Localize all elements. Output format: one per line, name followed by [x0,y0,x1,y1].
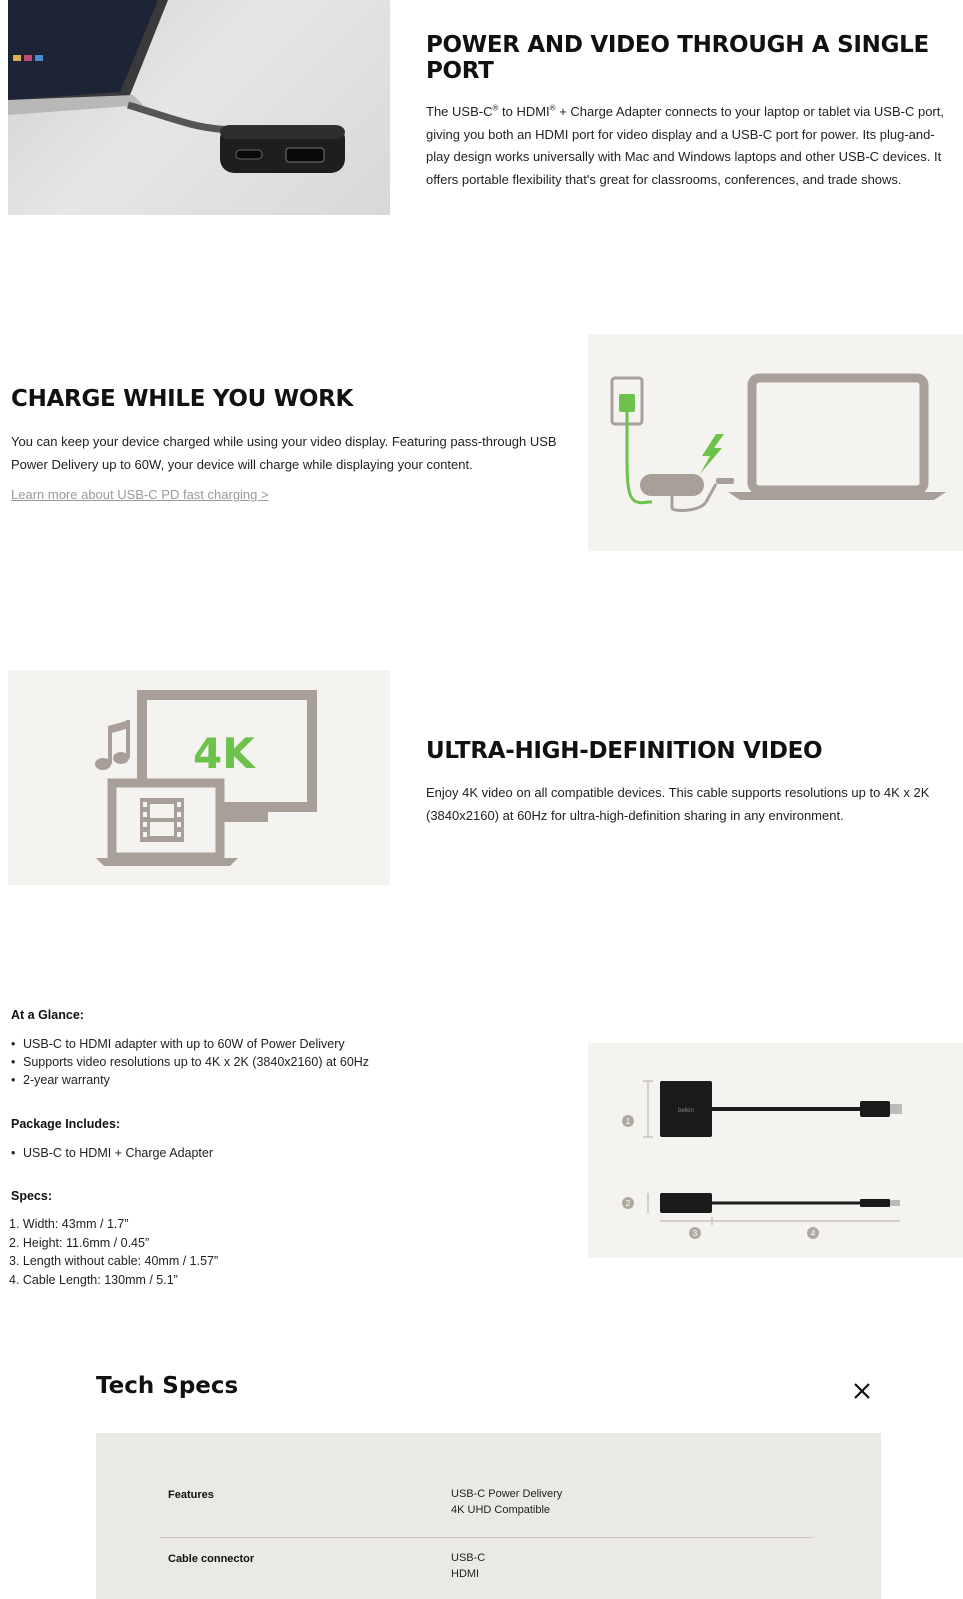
charge-heading: CHARGE WHILE YOU WORK [11,386,354,412]
spec-value-line: HDMI [451,1567,480,1580]
adapter-photo [8,0,390,215]
spec-label: Features [168,1489,214,1501]
power-heading [426,32,946,84]
spec-value-line: USB-C Power Delivery [451,1488,563,1500]
power-desc-part1: The USB-C [426,104,493,119]
list-item: 1. Width: 43mm / 1.7” [9,1217,129,1231]
list-item: • Supports video resolutions up to 4K x 2K (3840x2160) at 60Hz [11,1053,571,1071]
dimension-marker-1: 1 [625,1117,631,1126]
list-item: 3. Length without cable: 40mm / 1.57” [9,1254,219,1268]
list-item: • USB-C to HDMI + Charge Adapter [11,1144,571,1162]
specs-list [9,1215,569,1289]
dimension-marker-2: 2 [625,1199,631,1208]
list-item: 4. Cable Length: 130mm / 5.1” [9,1272,178,1287]
charge-description: You can keep your device charged while using your video display. Featuring pass-through USB Power Delivery up to 60W, your device will charge while displaying your content. [11,434,557,472]
4k-badge-text: 4K [193,729,255,778]
power-heading-line1: POWER AND VIDEO THROUGH A SINGLE [426,32,929,58]
dimensions-diagram [588,1043,963,1258]
spec-row-features [96,1433,881,1537]
spec-value [451,1551,485,1582]
spec-value-line: 4K UHD Compatible [451,1503,551,1516]
video-description: Enjoy 4K video on all compatible devices. This cable supports resolutions up to 4K x 2K (3840x2160) at 60Hz for ultra-high-definition sharing in any environment. [426,785,930,823]
power-description [426,101,956,191]
registered-mark: ® [492,103,499,113]
video-illustration [8,670,390,885]
specs-title: Specs: [11,1189,52,1203]
close-icon[interactable] [851,1380,873,1402]
spec-label: Cable connector [168,1553,255,1565]
charge-illustration [588,334,963,551]
spec-value [451,1487,562,1518]
spec-row-cable-connector [96,1538,881,1599]
power-desc-part3: + Charge Adapter connects to your laptop or tablet via USB-C port, giving you both an HDMI port for video display and a USB-C port for power. Its plug-and-play design works universally with Mac and Windows laptops and other USB-C devices. It offers portable flexibility that's great for classrooms, conferences, and trade shows. [426,104,944,187]
list-item: • 2-year warranty [11,1071,571,1089]
at-a-glance-list [11,1035,571,1089]
tech-specs-table [96,1433,881,1599]
tech-specs-title: Tech Specs [96,1373,239,1399]
power-heading-line2: PORT [426,58,494,84]
brand-label: belkin [678,1108,694,1114]
pd-fast-charging-link[interactable]: Learn more about USB-C PD fast charging > [11,487,269,502]
list-item: 2. Height: 11.6mm / 0.45” [9,1235,150,1250]
music-note-icon [95,720,130,770]
at-a-glance-title: At a Glance: [11,1008,84,1022]
package-includes-list [11,1144,571,1162]
video-illustration-art [8,670,390,885]
registered-mark: ® [549,103,556,113]
film-strip-icon [140,798,184,842]
adapter-photo-art [8,0,390,215]
video-heading: ULTRA-HIGH-DEFINITION VIDEO [426,738,823,764]
charge-illustration-art [588,334,963,551]
list-item: • USB-C to HDMI adapter with up to 60W of Power Delivery [11,1035,571,1053]
dimension-marker-4: 4 [810,1229,816,1238]
dimension-marker-3: 3 [692,1229,698,1238]
power-desc-part2: to HDMI [498,104,550,119]
package-includes-title: Package Includes: [11,1117,121,1131]
dimensions-diagram-art [588,1043,963,1258]
spec-value-line: USB-C [451,1552,486,1564]
